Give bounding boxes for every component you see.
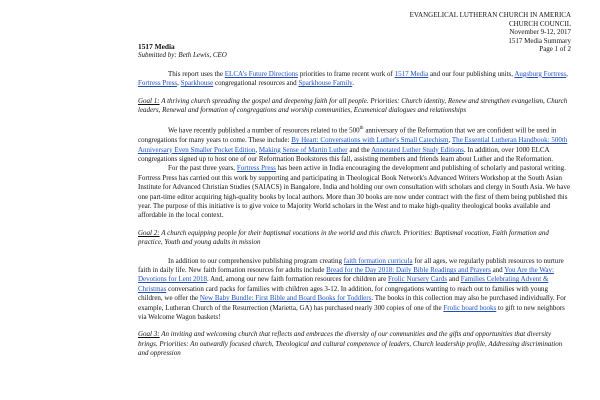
intro-paragraph — [138, 70, 570, 89]
goal-1-label: Goal 1: — [138, 96, 160, 105]
link-1517-media[interactable]: 1517 Media — [394, 69, 429, 78]
goal-3-heading — [138, 330, 570, 358]
link-essential-lutheran-handbook[interactable]: The Essential Lutheran Handbook: 500th Anniversary Even Smaller Pocket Edition — [138, 136, 568, 154]
text-run: In addition to our comprehensive publishing program creating — [168, 256, 344, 265]
text-run: For the past three years, — [168, 164, 237, 173]
link-families-celebrating-advent[interactable]: Families Celebrating Advent & Christmas — [138, 275, 549, 293]
superscript: th — [359, 126, 364, 132]
goal-3-label: Goal 3: — [138, 330, 160, 339]
text-run: to gift to new neighbors via Welcome Wagon baskets! — [138, 303, 565, 322]
text-run: . The books in this collection may also be purchased individually. For example, Lutheran Church of the Resurrection (Marietta, GA) has purchased nearly 300 copies of one of the — [138, 294, 567, 312]
submitted-by: Submitted by: Beth Lewis, CEO — [138, 51, 227, 60]
link-future-directions[interactable]: ELCA's Future Directions — [224, 69, 298, 78]
india-paragraph — [138, 164, 570, 220]
text-run: for all ages, we regularly publish resources to nurture faith in daily life. New faith formation resources for adults include — [138, 256, 564, 275]
link-new-baby-bundle[interactable]: New Baby Bundle: First Bible and Board Books for Toddlers — [199, 294, 372, 303]
link-sparkhouse-family[interactable]: Sparkhouse Family — [298, 79, 353, 88]
goal-1-text: A thriving church spreading the gospel and deepening faith for all people. Priorities: Church identity, Renew and strengthen evangelism, Church leaders, Renewal and formation of congregations and worship communities, Ecumenical dialogues and relationships — [138, 96, 568, 115]
goal-2-text: A church equipping people for their baptismal vocations in the world and this church. Priorities: Baptismal vocation, Faith formation and practice, Youth and young adults in mission — [138, 228, 549, 247]
link-sparkhouse[interactable]: Sparkhouse — [180, 79, 214, 88]
link-frolic-board-books[interactable]: Frolic board books — [443, 303, 497, 312]
text-run: . — [352, 79, 354, 88]
link-faith-formation-curricula[interactable]: faith formation curricula — [343, 256, 413, 265]
text-run: and — [490, 266, 505, 275]
link-making-sense-of-luther[interactable]: Making Sense of Martin Luther — [258, 145, 348, 154]
link-frolic-nursery-cards[interactable]: Frolic Nursery Cards — [387, 275, 448, 284]
document-title: 1517 Media — [138, 42, 175, 51]
header-council: CHURCH COUNCIL — [508, 19, 571, 28]
text-run: and — [447, 275, 461, 284]
header-organization: EVANGELICAL LUTHERAN CHURCH IN AMERICA — [409, 11, 571, 19]
header-page-number: Page 1 of 2 — [539, 45, 571, 54]
link-you-are-the-way[interactable]: You Are the Way: Devotions for Lent 2018 — [138, 266, 554, 284]
text-run: and our four publishing units, — [428, 69, 515, 78]
link-fortress-press[interactable]: Fortress Press — [138, 79, 178, 88]
text-run: conversation card packs for families with children ages 3-12. In addition, for congregations wanting to reach out to families with young children, we offer the — [138, 284, 548, 303]
link-augsburg-fortress[interactable]: Augsburg Fortress — [514, 69, 567, 78]
text-run: , — [448, 136, 452, 145]
text-run: We have recently published a number of resources related to the 500 — [168, 126, 360, 135]
reformation-paragraph — [138, 124, 570, 164]
goal-1-heading — [138, 97, 570, 116]
text-run: , — [177, 79, 181, 88]
text-run: and the — [347, 145, 372, 154]
faith-formation-paragraph — [138, 257, 570, 323]
text-run: This report uses the — [168, 69, 225, 78]
text-run: has been active in India encouraging the development and publishing of scholarly and pastoral writing. Fortress Press has carried out this work by supporting and participating in Theological Book Network's Advanced Writers Workshop at the South Asian Institute for Advanced Christian Studies (SAIACS) in Bangalore, India and holding our own consultation with scholars and clergy in South Asia. We have one part-time editor acquiring high-quality books by local authors. More than 30 books are now under contract with the first of them being published this year. The purpose of this initiative is to give voice to Majority World scholars in the West and to make high-quality theological books available and affordable in the local context. — [138, 164, 570, 220]
text-run: anniversary of the Reformation that we are confident will be used in congregations for many years to come. These include: — [138, 126, 557, 145]
link-by-heart[interactable]: By Heart: Conversations with Luther's Small Catechism — [291, 136, 449, 145]
text-run: congregational resources and — [213, 79, 299, 88]
link-annotated-luther[interactable]: Annotated Luther Study Editions — [371, 145, 464, 154]
text-run: . In addition, over 1000 ELCA congregations signed up to host one of our Reformation Bookstores this fall, assisting members and friends learn about Luther and the Reformation. — [138, 145, 554, 163]
text-run: , — [255, 145, 259, 154]
goal-2-label: Goal 2: — [138, 228, 160, 237]
header-date: November 9-12, 2017 — [509, 28, 571, 37]
text-run: , — [566, 69, 568, 78]
document-body — [138, 42, 570, 359]
header-summary: 1517 Media Summary — [508, 36, 571, 45]
text-run: priorities to frame recent work of — [297, 69, 395, 78]
goal-2-heading — [138, 229, 570, 248]
text-run: . And, among our new faith formation resources for children are — [207, 275, 388, 284]
link-fortress-press-india[interactable]: Fortress Press — [236, 164, 276, 173]
link-bread-for-the-day[interactable]: Bread for the Day 2018: Daily Bible Readings and Prayers — [326, 266, 491, 275]
goal-3-text: An inviting and welcoming church that reflects and embraces the diversity of our communities and the gifts and opportunities that diversity brings. Priorities: An outwardly focused church, Theological and cultural competence of leaders, Church leadership profile, Addressing discrimination and oppression — [138, 330, 563, 358]
